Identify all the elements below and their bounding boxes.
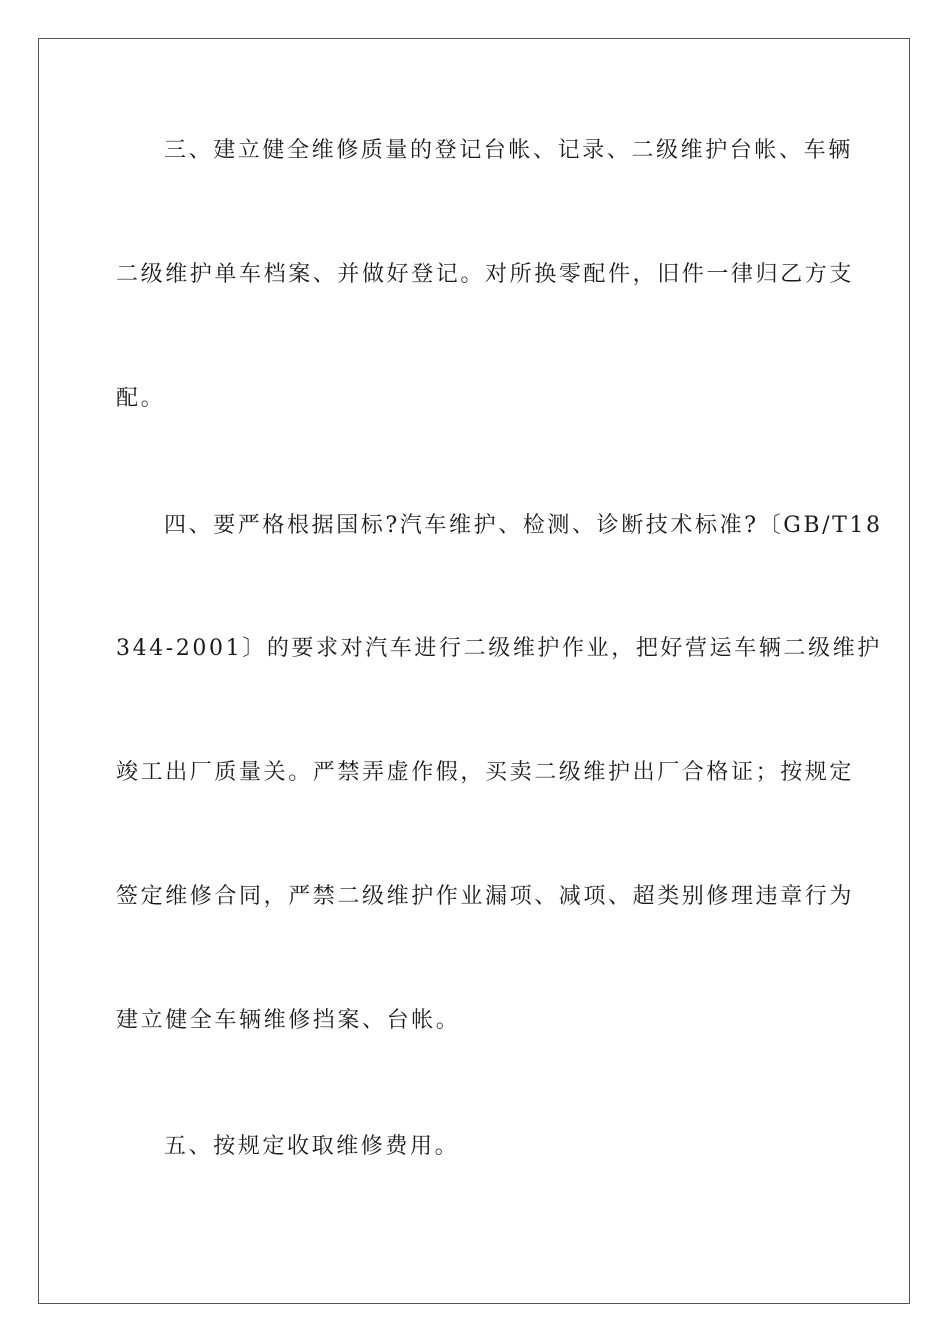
text-line: 建立健全车辆维修挡案、台帐。 — [116, 1008, 461, 1033]
text-line: 二级维护单车档案、并做好登记。对所换零配件，旧件一律归乙方支 — [116, 262, 855, 287]
text-line: 签定维修合同，严禁二级维护作业漏项、减项、超类别修理违章行为 — [116, 884, 855, 909]
text-line: 三、建立健全维修质量的登记台帐、记录、二级维护台帐、车辆 — [164, 138, 853, 163]
text-line: 竣工出厂质量关。严禁弄虚作假，买卖二级维护出厂合格证；按规定 — [116, 760, 855, 785]
text-line: 配。 — [116, 386, 166, 411]
text-line: 四、要严格根据国标?汽车维护、检测、诊断技术标准?〔GB/T18 — [164, 513, 883, 538]
text-line: 344-2001〕的要求对汽车进行二级维护作业，把好营运车辆二级维护 — [116, 636, 882, 661]
text-line: 五、按规定收取维修费用。 — [164, 1134, 460, 1159]
page-frame — [38, 38, 910, 1304]
